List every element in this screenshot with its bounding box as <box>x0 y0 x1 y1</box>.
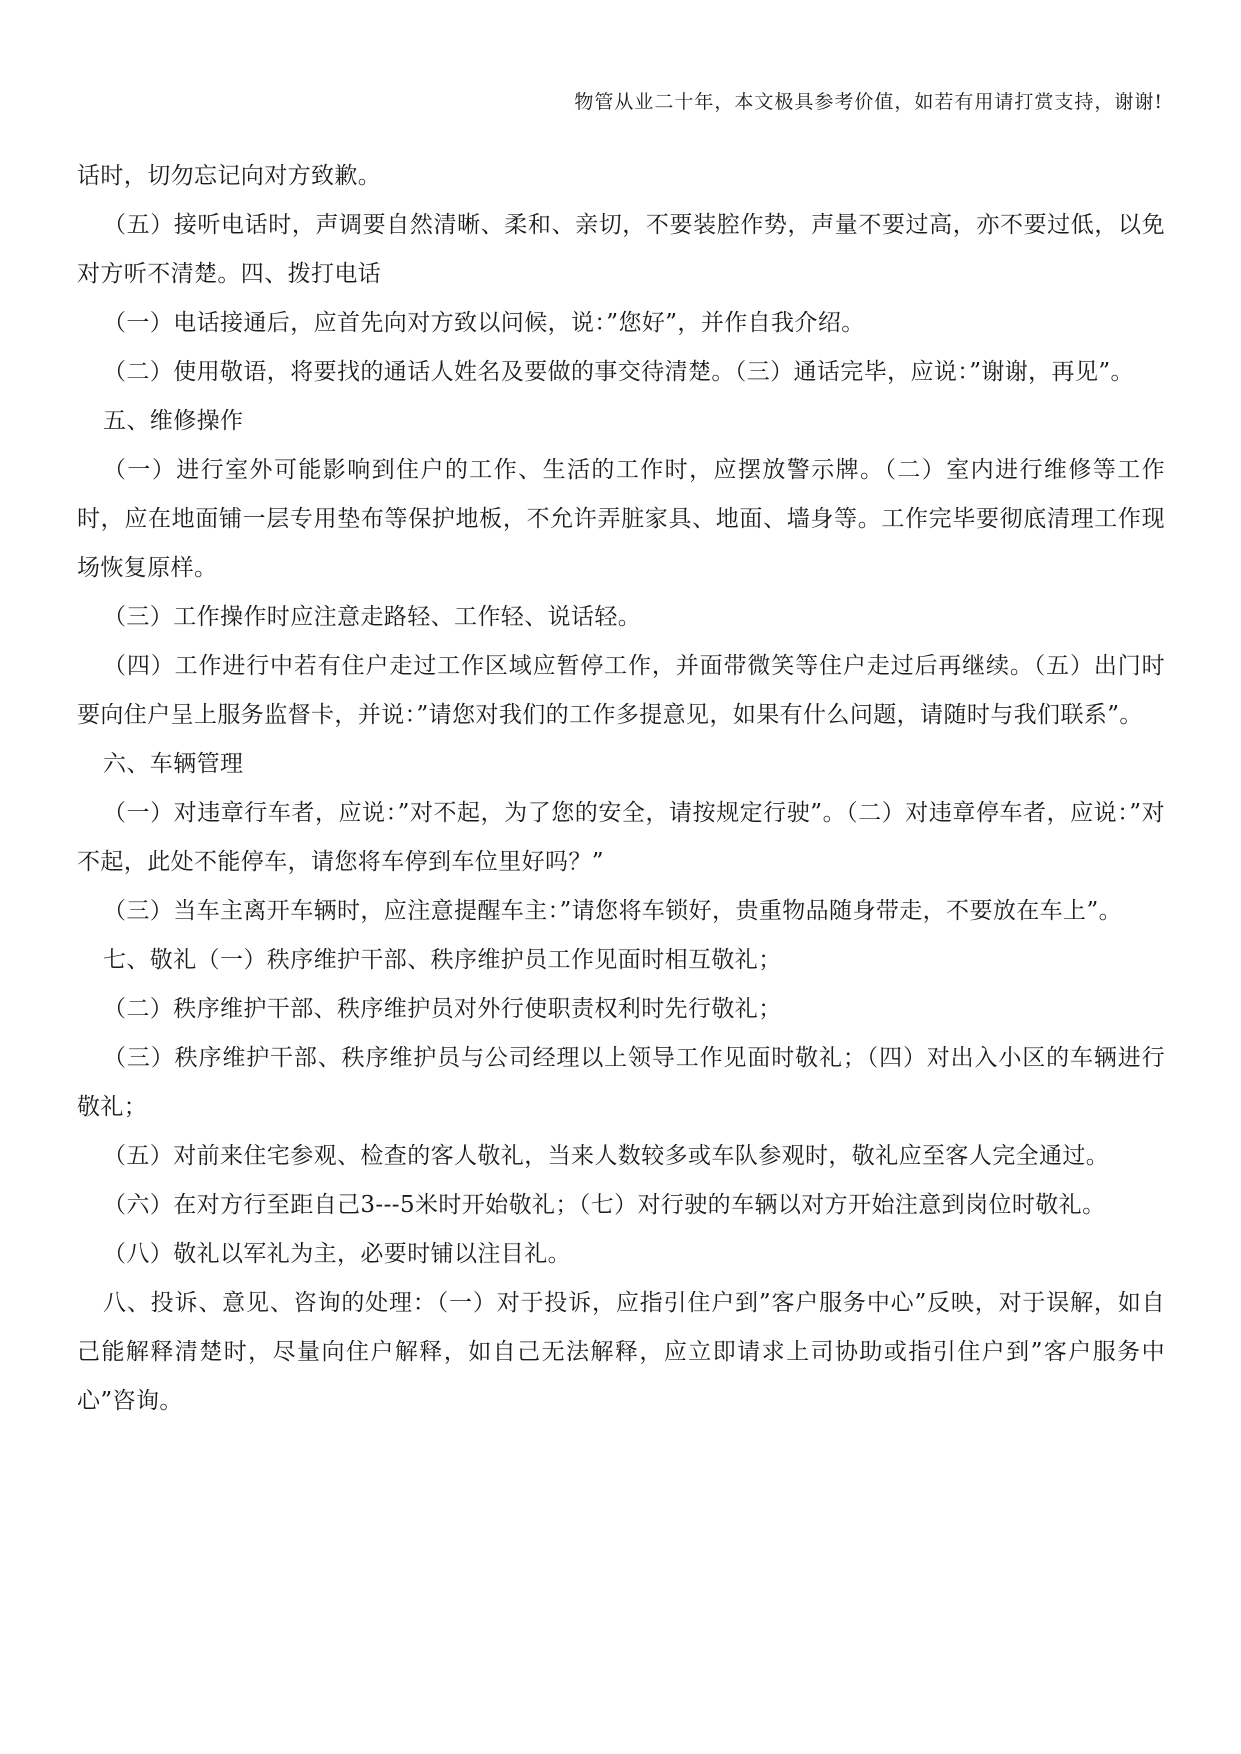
paragraph: （一）进行室外可能影响到住户的工作、生活的工作时，应摆放警示牌。（二）室内进行维修等工作时，应在地面铺一层专用垫布等保护地板，不允许弄脏家具、地面、墙身等。工作完毕要彻底清理工作现场恢复原样。 <box>77 457 1165 581</box>
paragraph: （三）工作操作时应注意走路轻、工作轻、说话轻。 <box>103 604 642 630</box>
paragraph: （五）对前来住宅参观、检查的客人敬礼，当来人数较多或车队参观时，敬礼应至客人完全通过。 <box>103 1143 1110 1169</box>
header-note: 物管从业二十年，本文极具参考价值，如若有用请打赏支持，谢谢! <box>574 91 1163 113</box>
section-heading: 五、维修操作 <box>103 408 244 434</box>
paragraph: （二）使用敬语，将要找的通话人姓名及要做的事交待清楚。（三）通话完毕，应说：”谢谢，再见”。 <box>103 359 1134 385</box>
paragraph: （六）在对方行至距自己3---5米时开始敬礼；（七）对行驶的车辆以对方开始注意到岗位时敬礼。 <box>103 1192 1106 1218</box>
paragraph: （三）当车主离开车辆时，应注意提醒车主：”请您将车锁好，贵重物品随身带走，不要放在车上”。 <box>103 898 1123 924</box>
paragraph: 八、投诉、意见、咨询的处理：（一）对于投诉，应指引住户到”客户服务中心”反映，对于误解，如自己能解释清楚时，尽量向住户解释，如自己无法解释，应立即请求上司协助或指引住户到”客户服务中心”咨询。 <box>77 1290 1165 1414</box>
paragraph: （二）秩序维护干部、秩序维护员对外行使职责权利时先行敬礼； <box>103 996 782 1022</box>
paragraph: （一）对违章行车者，应说：”对不起，为了您的安全，请按规定行驶”。（二）对违章停车者，应说：”对不起，此处不能停车，请您将车停到车位里好吗？” <box>77 800 1165 875</box>
paragraph: （一）电话接通后，应首先向对方致以问候，说：”您好”，并作自我介绍。 <box>103 310 865 336</box>
paragraph: （八）敬礼以军礼为主，必要时铺以注目礼。 <box>103 1241 571 1267</box>
paragraph: 七、敬礼（一）秩序维护干部、秩序维护员工作见面时相互敬礼； <box>103 947 782 973</box>
paragraph: 话时，切勿忘记向对方致歉。 <box>77 163 382 189</box>
document-body <box>77 152 1165 1426</box>
section-heading: 六、车辆管理 <box>103 751 244 777</box>
paragraph: （三）秩序维护干部、秩序维护员与公司经理以上领导工作见面时敬礼；（四）对出入小区的车辆进行敬礼； <box>77 1045 1165 1120</box>
paragraph: （五）接听电话时，声调要自然清晰、柔和、亲切，不要装腔作势，声量不要过高，亦不要过低，以免对方听不清楚。四、拨打电话 <box>77 212 1165 287</box>
paragraph: （四）工作进行中若有住户走过工作区域应暂停工作，并面带微笑等住户走过后再继续。（五）出门时要向住户呈上服务监督卡，并说：”请您对我们的工作多提意见，如果有什么问题，请随时与我们联系”。 <box>77 653 1165 728</box>
